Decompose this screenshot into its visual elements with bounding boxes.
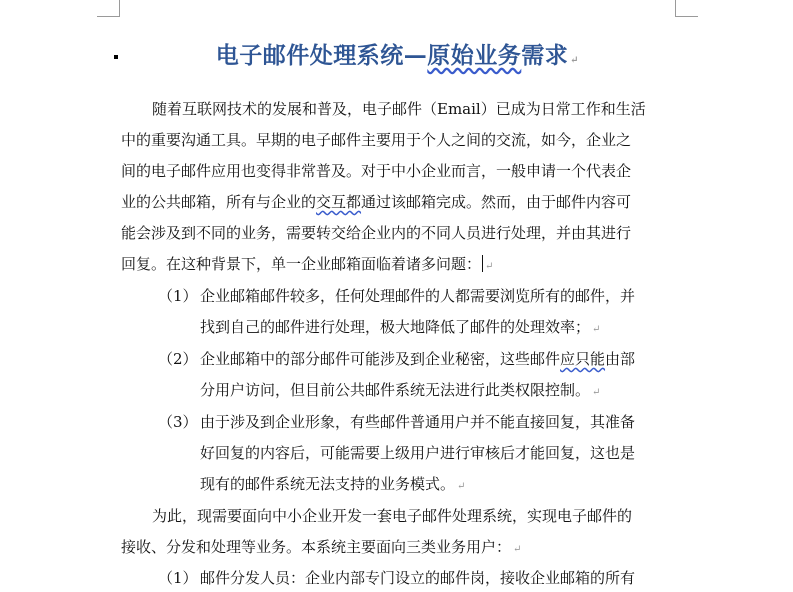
problem-2-line-1[interactable] [200,349,635,369]
paragraph-mark-icon: ↵ [513,544,522,555]
list-number: （1） [158,287,198,305]
problem-1-line-2[interactable] [200,317,600,340]
title-text-part2: 原始业务 [427,42,522,69]
paragraph-mark-icon: ↵ [485,261,494,272]
closing-line-2-text: 接收、分发和处理等业务。本系统主要面向三类业务用户： [121,538,512,556]
document-title[interactable] [120,36,675,81]
intro-line-4-c: 通过该邮箱完成。然而，由于邮件内容可 [361,193,632,211]
list-number: （2） [158,350,198,368]
intro-line-1[interactable]: 随着互联网技术的发展和普及，电子邮件（Email）已成为日常工作和生活 [152,100,646,118]
crop-mark-top-right-vertical [675,0,676,16]
intro-line-4-a: 业的公共邮箱，所有与企业的 [121,193,317,211]
problem-2-line-2[interactable] [200,380,600,403]
intro-line-4[interactable] [121,192,631,212]
problem-2-line-2-text: 分用户访问，但目前公共邮件系统无法进行此类权限控制。 [200,381,591,399]
problem-3-line-3[interactable] [200,474,465,497]
title-text-part1: 电子邮件处理系统— [215,42,428,69]
problem-1-line-2-text: 找到自己的邮件进行处理，极大地降低了邮件的处理效率； [200,318,591,336]
problem-3-line-1[interactable]: 由于涉及到企业形象，有些邮件普通用户并不能直接回复，其准备 [200,413,636,431]
problem-1-line-1[interactable]: 企业邮箱邮件较多，任何处理邮件的人都需要浏览所有的邮件，并 [200,287,636,305]
paragraph-mark-icon: ↵ [457,481,466,492]
problem-2-line-1-c: 由部 [605,350,636,368]
crop-mark-top-left-horizontal [97,16,120,17]
list-number: （1） [158,569,198,587]
crop-mark-top-right-horizontal [675,16,698,17]
closing-line-1[interactable]: 为此，现需要面向中小企业开发一套电子邮件处理系统，实现电子邮件的 [152,507,633,525]
list-number: （3） [158,413,198,431]
problem-2-line-1-flagged: 应只能 [560,350,606,368]
user-1-line-1[interactable]: 邮件分发人员：企业内部专门设立的邮件岗，接收企业邮箱的所有 [200,569,636,587]
problem-2-line-1-a: 企业邮箱中的部分邮件可能涉及到企业秘密，这些邮件 [200,350,561,368]
crop-mark-top-left-vertical [119,0,120,16]
problem-3-line-3-text: 现有的邮件系统无法支持的业务模式。 [200,475,456,493]
paragraph-mark-icon: ↵ [592,324,601,335]
heading-format-marker [114,55,118,59]
title-text-part3: 需求 [521,42,569,69]
closing-line-2[interactable] [121,537,521,560]
intro-line-6-text: 回复。在这种背景下，单一企业邮箱面临着诸多问题： [121,255,482,273]
paragraph-mark-icon: ↵ [592,387,601,398]
intro-line-5[interactable]: 能会涉及到不同的业务，需要转交给企业内的不同人员进行处理，并由其进行 [121,224,632,242]
intro-line-6[interactable] [121,254,493,277]
intro-line-3[interactable]: 间的电子邮件应用也变得非常普及。对于中小企业而言，一般申请一个代表企 [121,162,632,180]
text-cursor [482,255,483,272]
paragraph-mark-icon: ↵ [570,55,580,66]
problem-3-line-2[interactable]: 好回复的内容后，可能需要上级用户进行审核后才能回复，这也是 [200,444,636,462]
intro-line-2[interactable]: 中的重要沟通工具。早期的电子邮件主要用于个人之间的交流，如今，企业之 [121,131,632,149]
intro-line-4-flagged: 交互都 [316,193,362,211]
